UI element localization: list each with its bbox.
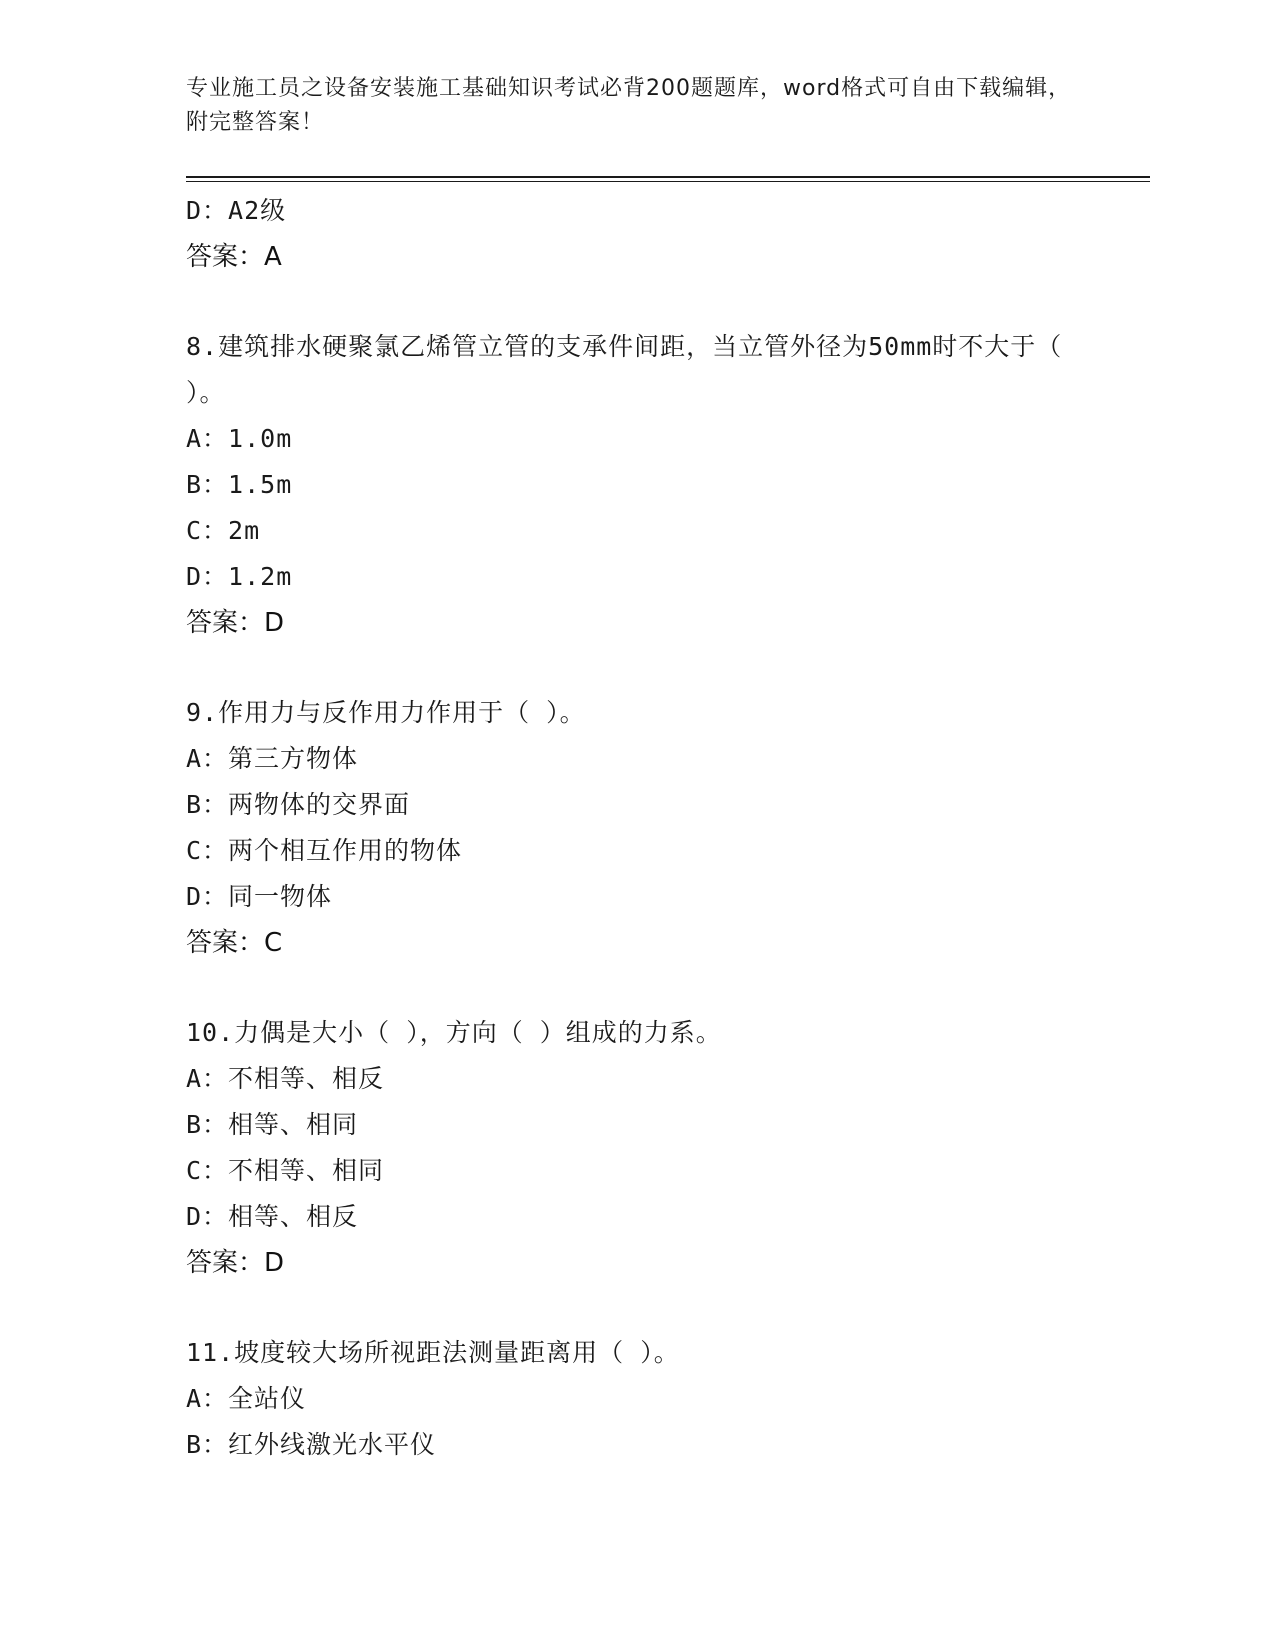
option-b: B：相等、相同 xyxy=(186,1110,359,1139)
spacer xyxy=(186,966,1086,1010)
spacer xyxy=(186,646,1086,690)
question-8 xyxy=(186,324,1086,646)
question-stem: 9.作用力与反作用力作用于（ ）。 xyxy=(186,698,586,727)
option-b: B：1.5m xyxy=(186,470,293,499)
spacer xyxy=(186,280,1086,324)
option-a: A：第三方物体 xyxy=(186,744,359,773)
option-b: B：两物体的交界面 xyxy=(186,790,411,819)
answer-line: 答案：A xyxy=(186,242,282,272)
document-header: 专业施工员之设备安装施工基础知识考试必背200题题库，word格式可自由下载编辑，附完整答案！ xyxy=(186,76,1072,135)
option-a: A：1.0m xyxy=(186,424,293,453)
header-rule-thick xyxy=(186,176,1150,178)
option-d: D：相等、相反 xyxy=(186,1202,359,1231)
question-stem: 10.力偶是大小（ ），方向（ ）组成的力系。 xyxy=(186,1018,722,1047)
question-9 xyxy=(186,690,1086,966)
option-b: B：红外线激光水平仪 xyxy=(186,1430,437,1459)
question-10 xyxy=(186,1010,1086,1286)
spacer xyxy=(186,1286,1086,1330)
option-c: C：不相等、相同 xyxy=(186,1156,385,1185)
answer-line: 答案：D xyxy=(186,608,285,638)
option-d: D：同一物体 xyxy=(186,882,333,911)
option-a: A：全站仪 xyxy=(186,1384,307,1413)
answer-line: 答案：C xyxy=(186,928,283,958)
previous-question-tail xyxy=(186,188,1086,280)
answer-line: 答案：D xyxy=(186,1248,285,1278)
option-d: D：A2级 xyxy=(186,196,287,225)
question-stem: 8.建筑排水硬聚氯乙烯管立管的支承件间距，当立管外径为50mm时不大于（ ）。 xyxy=(186,332,1063,407)
header-rule-thin xyxy=(186,181,1150,182)
option-c: C：两个相互作用的物体 xyxy=(186,836,463,865)
question-list xyxy=(186,188,1086,1468)
option-c: C：2m xyxy=(186,516,261,545)
option-a: A：不相等、相反 xyxy=(186,1064,385,1093)
question-stem: 11.坡度较大场所视距法测量距离用（ ）。 xyxy=(186,1338,680,1367)
option-d: D：1.2m xyxy=(186,562,293,591)
question-11 xyxy=(186,1330,1086,1468)
